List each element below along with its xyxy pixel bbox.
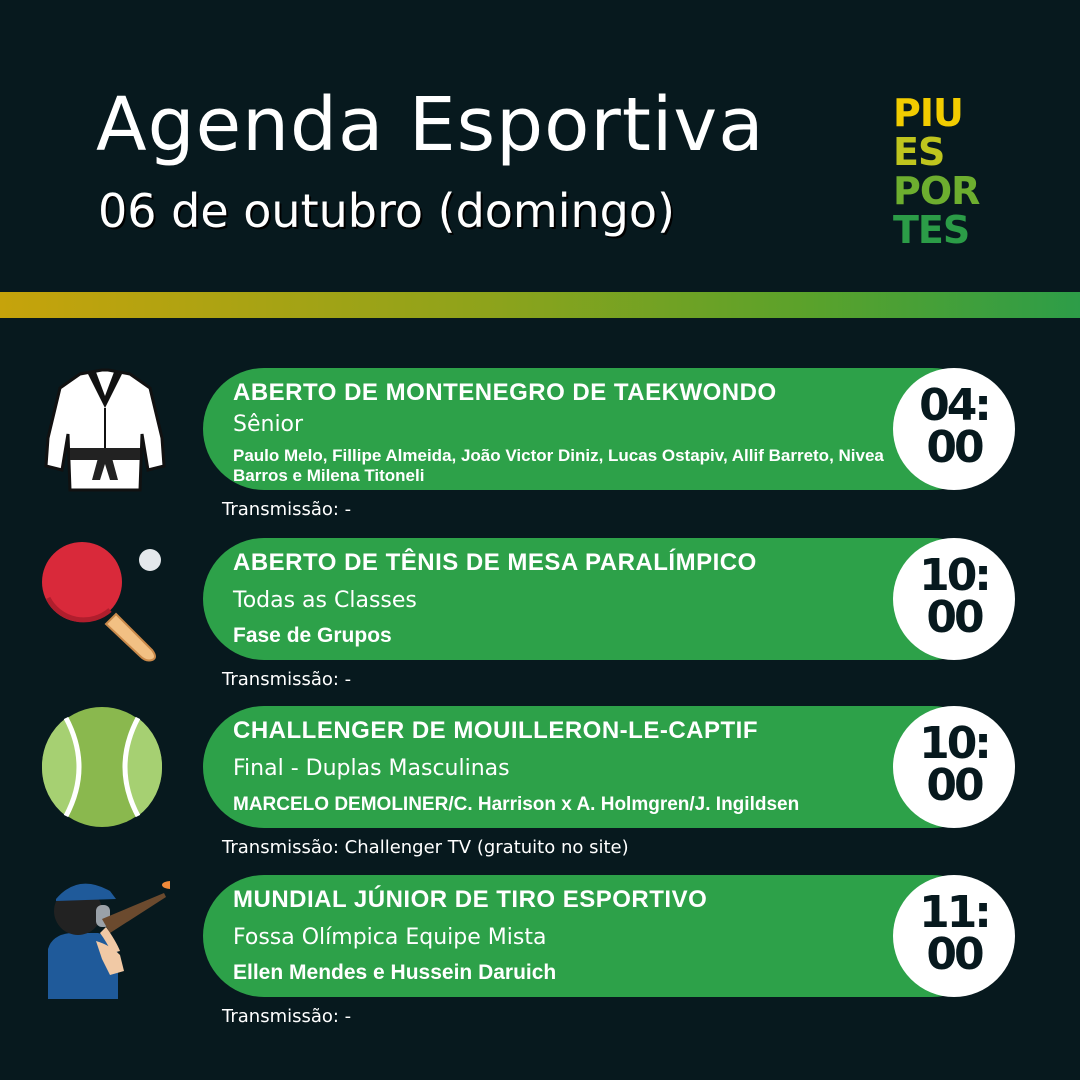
- gradient-divider: [0, 292, 1080, 318]
- event-broadcast: Transmissão: Challenger TV (gratuito no site): [222, 837, 629, 858]
- event-time-minutes: 00: [926, 592, 982, 643]
- event-category: Final - Duplas Masculinas: [233, 756, 510, 781]
- event-title: CHALLENGER DE MOUILLERON-LE-CAPTIF: [233, 717, 758, 744]
- event-item: [0, 538, 1080, 698]
- page-date: 06 de outubro (domingo): [98, 184, 675, 238]
- event-time-hours: 04:: [919, 380, 989, 431]
- event-item: [0, 706, 1080, 866]
- event-time-minutes: 00: [926, 760, 982, 811]
- event-time-hours: 11:: [919, 887, 989, 938]
- event-item: [0, 875, 1080, 1035]
- event-broadcast: Transmissão: -: [222, 669, 352, 690]
- event-time-hours: 10:: [919, 550, 989, 601]
- event-athletes: Paulo Melo, Fillipe Almeida, João Victor Diniz, Lucas Ostapiv, Allif Barreto, Nivea Barros e Milena Titoneli: [233, 446, 884, 485]
- event-card: [203, 368, 993, 490]
- event-title: ABERTO DE MONTENEGRO DE TAEKWONDO: [233, 379, 777, 406]
- event-card: [203, 538, 993, 660]
- event-time-minutes: 00: [926, 929, 982, 980]
- event-item: [0, 368, 1080, 528]
- event-category: Fossa Olímpica Equipe Mista: [233, 925, 547, 950]
- event-card: [203, 706, 993, 828]
- event-broadcast: Transmissão: -: [222, 1006, 352, 1027]
- event-broadcast: Transmissão: -: [222, 499, 352, 520]
- page-title: Agenda Esportiva: [96, 82, 765, 168]
- event-category: Todas as Classes: [233, 588, 417, 613]
- logo-line-4: TES: [893, 208, 970, 252]
- logo-line-3: POR: [893, 169, 980, 213]
- taekwondo-dobok-icon: [40, 368, 170, 493]
- event-title: ABERTO DE TÊNIS DE MESA PARALÍMPICO: [233, 549, 757, 576]
- shooter-icon: [40, 875, 170, 1000]
- event-match: MARCELO DEMOLINER/C. Harrison x A. Holmgren/J. Ingildsen: [233, 794, 800, 815]
- event-time: [893, 538, 1015, 660]
- tennis-ball-icon: [40, 706, 170, 831]
- event-category: Sênior: [233, 412, 304, 437]
- event-time: [893, 706, 1015, 828]
- event-time: [893, 875, 1015, 997]
- brand-logo: [893, 91, 980, 252]
- event-title: MUNDIAL JÚNIOR DE TIRO ESPORTIVO: [233, 886, 708, 913]
- event-time-minutes: 00: [926, 422, 982, 473]
- event-card: [203, 875, 993, 997]
- event-time-hours: 10:: [919, 718, 989, 769]
- event-phase: Fase de Grupos: [233, 624, 392, 647]
- event-athletes: Ellen Mendes e Hussein Daruich: [233, 961, 557, 984]
- event-time: [893, 368, 1015, 490]
- logo-line-1: PIU: [893, 91, 963, 135]
- logo-line-2: ES: [893, 130, 945, 174]
- table-tennis-paddle-icon: [40, 538, 170, 663]
